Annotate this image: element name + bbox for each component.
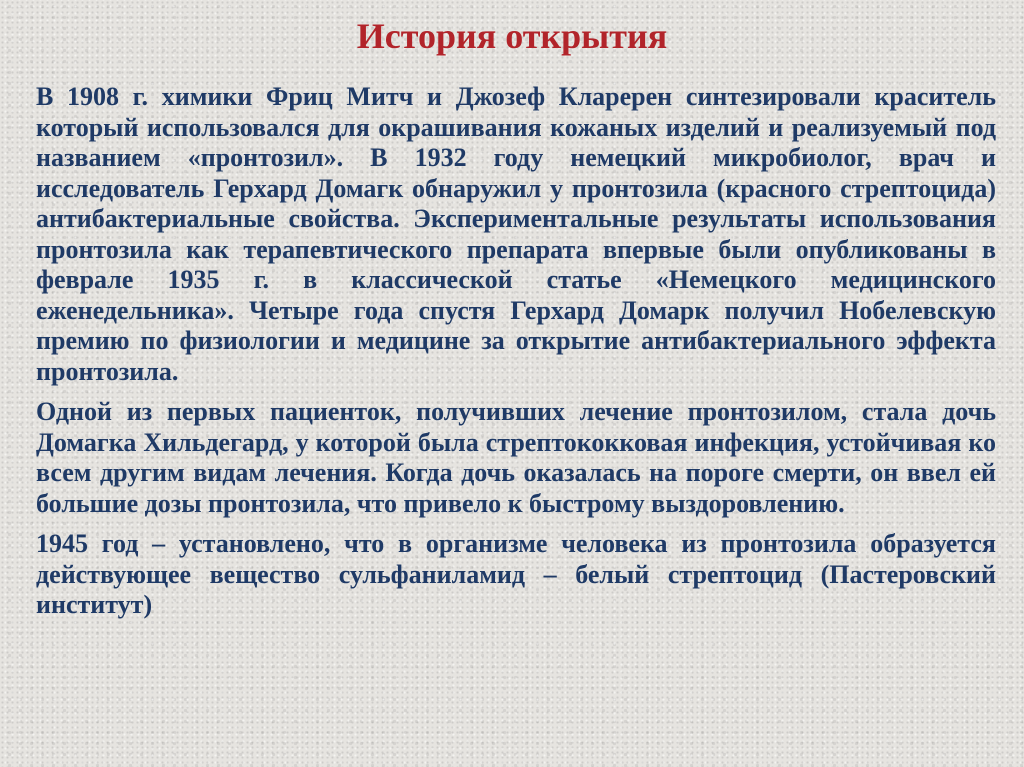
paragraph-1945: 1945 год – установлено, что в организме человека из пронтозила образуется действующее вещество сульфаниламид – белый стрептоцид (Пастеровский институт) bbox=[36, 529, 996, 619]
paragraph-history-1908: В 1908 г. химики Фриц Митч и Джозеф Кларерен синтезировали краситель который использовался для окрашивания кожаных изделий и реализуемый под названием «пронтозил». В 1932 году немецкий микробиолог, врач и исследователь Герхард Домагк обнаружил у пронтозила (красного стрептоцида) антибактериальные свойства. Экспериментальные результаты использования пронтозила как терапевтического препарата впервые были опубликованы в феврале 1935 г. в классической статье «Немецкого медицинского еженедельника». Четыре года спустя Герхард Домарк получил Нобелевскую премию по физиологии и медицине за открытие антибактериального эффекта пронтозила. bbox=[36, 82, 996, 386]
slide-title: История открытия bbox=[356, 16, 668, 56]
paragraph-hildegard: Одной из первых пациенток, получивших лечение пронтозилом, стала дочь Домагка Хильдегард, у которой была стрептококковая инфекция, устойчивая ко всем другим видам лечения. Когда дочь оказалась на пороге смерти, он ввел ей большие дозы пронтозила, что привело к быстрому выздоровлению. bbox=[36, 397, 996, 518]
slide-body bbox=[36, 82, 996, 631]
